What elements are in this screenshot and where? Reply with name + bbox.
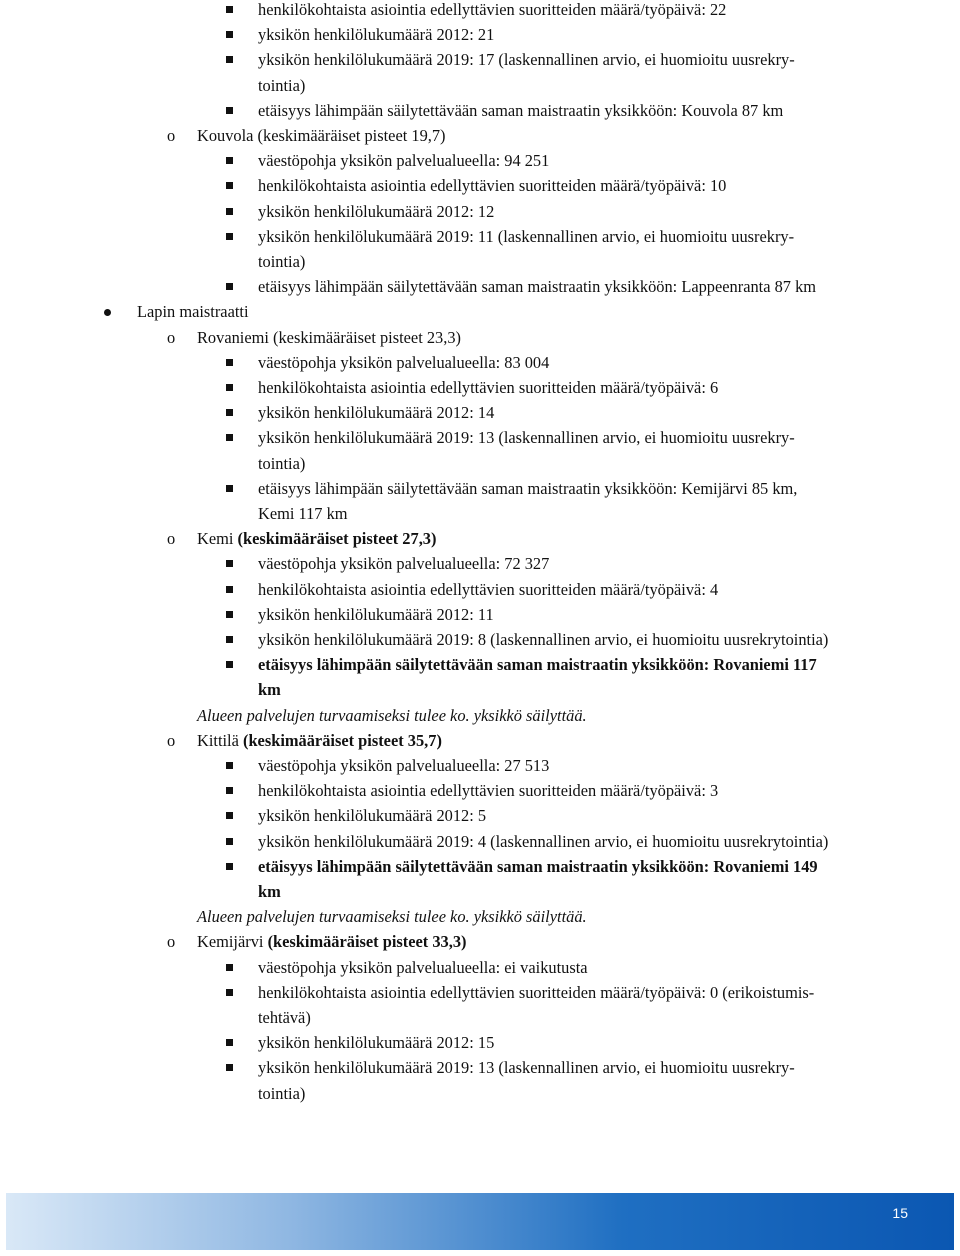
document-line bbox=[0, 958, 960, 978]
line-text: etäisyys lähimpään säilytettävään saman maistraatin yksikköön: Kemijärvi 85 km, bbox=[258, 478, 798, 498]
line-text: yksikön henkilölukumäärä 2019: 8 (laskennallinen arvio, ei huomioitu uusrekrytointia) bbox=[258, 630, 829, 649]
document-line bbox=[0, 554, 960, 574]
note-text: Alueen palvelujen turvaamiseksi tulee ko. yksikkö säilyttää. bbox=[197, 705, 587, 725]
line-text: Rovaniemi (keskimääräiset pisteet 23,3) bbox=[197, 327, 461, 347]
line-text: Lapin maistraatti bbox=[137, 302, 249, 322]
bullet-square-icon bbox=[226, 31, 233, 38]
line-text: väestöpohja yksikön palvelualueella: ei vaikutusta bbox=[258, 957, 588, 977]
document-line bbox=[0, 605, 960, 625]
line-text: tointia) bbox=[258, 75, 306, 95]
line-text: km bbox=[258, 882, 281, 901]
bullet-circle-icon: o bbox=[167, 126, 176, 145]
line-text: Kouvola (keskimääräiset pisteet 19,7) bbox=[197, 126, 446, 145]
bullet-square-icon bbox=[226, 560, 233, 567]
line-text: henkilökohtaista asiointia edellyttävien suoritteiden määrä/työpäivä: 4 bbox=[258, 579, 719, 599]
page-number: 15 bbox=[892, 1205, 908, 1221]
document-line bbox=[0, 0, 960, 20]
bullet-square-icon bbox=[226, 787, 233, 794]
line-text: henkilökohtaista asiointia edellyttävien suoritteiden määrä/työpäivä: 22 bbox=[258, 0, 727, 19]
document-line bbox=[0, 227, 960, 247]
line-text: tointia) bbox=[258, 1083, 306, 1103]
line-text: yksikön henkilölukumäärä 2019: 17 (laskennallinen arvio, ei huomioitu uusrekry- bbox=[258, 50, 795, 70]
line-text: yksikön henkilölukumäärä 2019: 13 (laskennallinen arvio, ei huomioitu uusrekry- bbox=[258, 428, 795, 448]
line-bold-text: (keskimääräiset pisteet 27,3) bbox=[237, 529, 437, 549]
document-line bbox=[0, 680, 960, 700]
document-line bbox=[0, 252, 960, 272]
document-line bbox=[0, 403, 960, 423]
line-text: yksikön henkilölukumäärä 2019: 11 (laskennallinen arvio, ei huomioitu uusrekry- bbox=[258, 226, 795, 246]
document-line bbox=[0, 454, 960, 474]
document-line bbox=[0, 328, 960, 348]
document-line bbox=[0, 428, 960, 448]
document-line bbox=[0, 277, 960, 297]
document-line bbox=[0, 857, 960, 877]
bullet-square-icon bbox=[226, 636, 233, 643]
bullet-square-icon bbox=[226, 359, 233, 366]
document-line bbox=[0, 50, 960, 70]
document-line bbox=[0, 655, 960, 675]
bullet-square-icon bbox=[226, 56, 233, 63]
document-line bbox=[0, 126, 960, 146]
line-text: Kemi 117 km bbox=[258, 504, 348, 523]
document-line bbox=[0, 1033, 960, 1053]
document-line bbox=[0, 151, 960, 171]
document-line bbox=[0, 529, 960, 549]
line-bold-text: (keskimääräiset pisteet 33,3) bbox=[267, 932, 467, 952]
line-text: väestöpohja yksikön palvelualueella: 27 513 bbox=[258, 756, 550, 775]
document-line bbox=[0, 176, 960, 196]
bullet-square-icon bbox=[226, 434, 233, 441]
line-text: tointia) bbox=[258, 453, 306, 473]
bullet-square-icon bbox=[226, 182, 233, 189]
footer-bar bbox=[6, 1193, 954, 1250]
bullet-square-icon bbox=[226, 611, 233, 618]
bullet-square-icon bbox=[226, 384, 233, 391]
bullet-circle-icon: o bbox=[167, 932, 176, 952]
bullet-square-icon bbox=[226, 107, 233, 114]
line-bold-text: (keskimääräiset pisteet 35,7) bbox=[242, 730, 442, 750]
bullet-square-icon bbox=[226, 409, 233, 416]
document-line bbox=[0, 378, 960, 398]
document-line bbox=[0, 756, 960, 776]
document-line bbox=[0, 202, 960, 222]
line-text: yksikön henkilölukumäärä 2012: 15 bbox=[258, 1033, 495, 1053]
line-text: tehtävä) bbox=[258, 1008, 311, 1027]
document-line bbox=[0, 781, 960, 801]
line-text: yksikön henkilölukumäärä 2012: 11 bbox=[258, 604, 494, 624]
line-text: yksikön henkilölukumäärä 2019: 13 (laskennallinen arvio, ei huomioitu uusrekry- bbox=[258, 1058, 795, 1078]
bullet-square-icon bbox=[226, 485, 233, 492]
line-text: yksikön henkilölukumäärä 2012: 5 bbox=[258, 806, 487, 826]
bullet-square-icon bbox=[226, 157, 233, 164]
document-line bbox=[0, 832, 960, 852]
line-text: väestöpohja yksikön palvelualueella: 83 004 bbox=[258, 352, 550, 372]
bullet-circle-icon: o bbox=[167, 327, 176, 347]
line-text: tointia) bbox=[258, 252, 306, 271]
line-text: yksikön henkilölukumäärä 2012: 21 bbox=[258, 25, 495, 45]
document-line bbox=[0, 1008, 960, 1028]
bullet-dot-icon bbox=[104, 309, 111, 316]
bullet-square-icon bbox=[226, 233, 233, 240]
bullet-square-icon bbox=[226, 586, 233, 593]
document-line bbox=[0, 580, 960, 600]
line-text: km bbox=[258, 680, 281, 700]
line-text: henkilökohtaista asiointia edellyttävien suoritteiden määrä/työpäivä: 10 bbox=[258, 176, 727, 196]
bullet-square-icon bbox=[226, 661, 233, 668]
line-text: yksikön henkilölukumäärä 2019: 4 (laskennallinen arvio, ei huomioitu uusrekrytointia) bbox=[258, 831, 829, 851]
document-line bbox=[0, 907, 960, 927]
line-text: Kemi (keskimääräiset pisteet 27,3) bbox=[197, 529, 437, 549]
bullet-square-icon bbox=[226, 6, 233, 13]
document-line bbox=[0, 983, 960, 1003]
document-line bbox=[0, 630, 960, 650]
line-text: henkilökohtaista asiointia edellyttävien suoritteiden määrä/työpäivä: 6 bbox=[258, 378, 719, 397]
line-text: Kemijärvi (keskimääräiset pisteet 33,3) bbox=[197, 932, 467, 952]
line-text: henkilökohtaista asiointia edellyttävien suoritteiden määrä/työpäivä: 0 (erikoistumis- bbox=[258, 982, 815, 1002]
bullet-square-icon bbox=[226, 762, 233, 769]
document-line bbox=[0, 25, 960, 45]
line-text: väestöpohja yksikön palvelualueella: 72 327 bbox=[258, 554, 550, 574]
line-text: väestöpohja yksikön palvelualueella: 94 251 bbox=[258, 151, 550, 171]
line-text: etäisyys lähimpään säilytettävään saman maistraatin yksikköön: Lappeenranta 87 km bbox=[258, 277, 817, 297]
document-line bbox=[0, 76, 960, 96]
document-line bbox=[0, 1058, 960, 1078]
line-text: yksikön henkilölukumäärä 2012: 12 bbox=[258, 201, 495, 221]
bullet-square-icon bbox=[226, 1064, 233, 1071]
document-line bbox=[0, 479, 960, 499]
line-text: henkilökohtaista asiointia edellyttävien suoritteiden määrä/työpäivä: 3 bbox=[258, 781, 719, 801]
bullet-square-icon bbox=[226, 989, 233, 996]
bullet-square-icon bbox=[226, 208, 233, 215]
document-line bbox=[0, 882, 960, 902]
bullet-square-icon bbox=[226, 838, 233, 845]
line-text: etäisyys lähimpään säilytettävään saman maistraatin yksikköön: Kouvola 87 km bbox=[258, 100, 784, 120]
bullet-square-icon bbox=[226, 863, 233, 870]
document-line bbox=[0, 353, 960, 373]
bullet-square-icon bbox=[226, 812, 233, 819]
line-text: yksikön henkilölukumäärä 2012: 14 bbox=[258, 403, 495, 423]
document-line bbox=[0, 1084, 960, 1104]
bullet-square-icon bbox=[226, 964, 233, 971]
bullet-square-icon bbox=[226, 283, 233, 290]
bullet-circle-icon: o bbox=[167, 730, 176, 750]
document-line bbox=[0, 302, 960, 322]
note-text: Alueen palvelujen turvaamiseksi tulee ko. yksikkö säilyttää. bbox=[197, 907, 587, 927]
document-line bbox=[0, 706, 960, 726]
document-line bbox=[0, 731, 960, 751]
line-text: etäisyys lähimpään säilytettävään saman maistraatin yksikköön: Rovaniemi 117 bbox=[258, 655, 817, 675]
line-text: Kittilä (keskimääräiset pisteet 35,7) bbox=[197, 730, 442, 750]
line-text: etäisyys lähimpään säilytettävään saman maistraatin yksikköön: Rovaniemi 149 bbox=[258, 856, 818, 876]
document-line bbox=[0, 101, 960, 121]
document-line bbox=[0, 504, 960, 524]
bullet-circle-icon: o bbox=[167, 529, 176, 549]
document-line bbox=[0, 932, 960, 952]
document-line bbox=[0, 806, 960, 826]
bullet-square-icon bbox=[226, 1039, 233, 1046]
